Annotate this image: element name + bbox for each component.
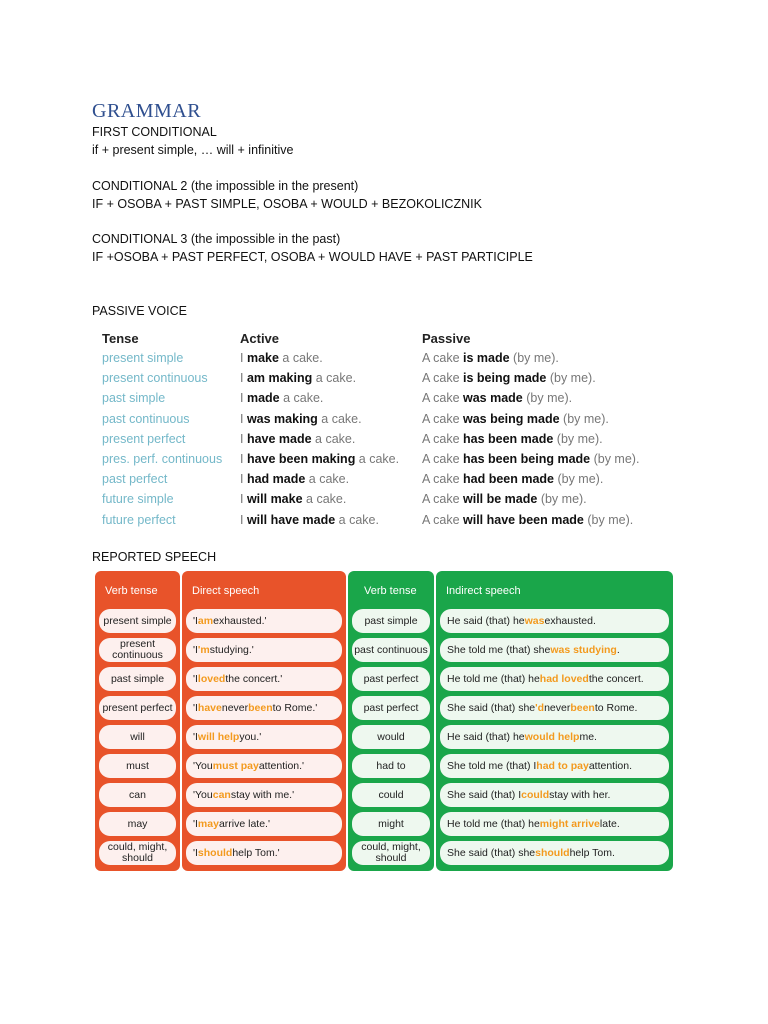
sentence-text: never xyxy=(544,702,571,714)
verb-tense-pill: could, might, should xyxy=(99,841,176,865)
sentence-text: . xyxy=(616,644,620,656)
passive-verb: was made xyxy=(463,391,523,406)
passive-post: (by me). xyxy=(554,472,604,487)
sentence-text: to Rome. xyxy=(594,702,638,714)
active-post: a cake. xyxy=(302,492,347,507)
highlight-text: must pay xyxy=(212,760,259,772)
indirect-speech-pill xyxy=(440,638,669,662)
passive-row xyxy=(102,513,702,533)
direct-speech-pill xyxy=(186,725,342,749)
tense-name: pres. perf. continuous xyxy=(102,452,223,466)
sentence-text: arrive late.' xyxy=(218,818,270,830)
sentence-text: you.' xyxy=(239,731,262,743)
sentence-text: He told me (that) he xyxy=(447,673,540,685)
highlight-text: am xyxy=(197,615,214,627)
passive-post: (by me). xyxy=(522,391,573,406)
sentence-text: 'I xyxy=(193,847,198,859)
verb-tense-pill: past simple xyxy=(99,667,176,691)
passive-row xyxy=(102,432,702,452)
active-example xyxy=(240,513,379,527)
indirect-speech-pill xyxy=(440,667,669,691)
indirect-speech-pill xyxy=(440,754,669,778)
tense-name: future perfect xyxy=(102,512,176,527)
indirect-speech-pill xyxy=(440,812,669,836)
passive-post: (by me). xyxy=(546,371,596,386)
highlight-text: should xyxy=(197,847,233,859)
direct-speech-pill xyxy=(186,638,342,662)
highlight-text: been xyxy=(570,702,595,714)
tense-name: present simple xyxy=(102,351,184,365)
active-post: a cake. xyxy=(305,472,350,487)
highlight-text: 'm xyxy=(197,644,210,656)
conditional3-rule: IF +OSOBA + PAST PERFECT, OSOBA + WOULD HAVE + PAST PARTICIPLE xyxy=(92,250,533,264)
sentence-text: exhausted. xyxy=(544,615,596,627)
passive-pre: A cake xyxy=(422,431,463,446)
highlight-text: may xyxy=(197,818,219,830)
passive-verb: will be made xyxy=(463,492,538,507)
active-example xyxy=(240,432,355,446)
active-example xyxy=(240,412,362,426)
passive-example xyxy=(422,351,559,365)
active-example xyxy=(240,472,349,486)
passive-pre: A cake xyxy=(422,472,463,487)
passive-header-row xyxy=(102,331,702,351)
highlight-text: will help xyxy=(197,731,240,743)
passive-pre: A cake xyxy=(422,371,463,386)
indirect-speech-pill xyxy=(440,609,669,633)
passive-example xyxy=(422,371,596,385)
sentence-text: help Tom.' xyxy=(232,847,280,859)
passive-example xyxy=(422,432,603,446)
direct-speech-pill xyxy=(186,754,342,778)
direct-speech-pill xyxy=(186,812,342,836)
verb-tense-2-pill: past simple xyxy=(352,609,430,633)
passive-row xyxy=(102,412,702,432)
active-pre: I xyxy=(240,512,247,527)
active-verb: am making xyxy=(246,371,313,386)
active-pre: I xyxy=(240,472,247,487)
highlight-text: would help xyxy=(524,731,580,743)
active-verb: make xyxy=(246,351,279,365)
tense-name: past continuous xyxy=(102,411,190,426)
verb-tense-2-pill: could, might, should xyxy=(352,841,430,865)
passive-verb: is made xyxy=(463,351,510,365)
passive-post: (by me). xyxy=(537,492,587,507)
highlight-text: can xyxy=(212,789,231,801)
passive-post: (by me). xyxy=(553,431,603,446)
sentence-text: He told me (that) he xyxy=(447,818,540,830)
sentence-text: late. xyxy=(599,818,620,830)
passive-pre: A cake xyxy=(422,512,463,527)
sentence-text: the concert. xyxy=(588,673,644,685)
highlight-text: been xyxy=(248,702,273,714)
sentence-text: 'I xyxy=(193,644,198,656)
sentence-text: studying.' xyxy=(209,644,254,656)
highlight-text: was studying xyxy=(550,644,617,656)
direct-speech-pill xyxy=(186,609,342,633)
sentence-text: help Tom. xyxy=(569,847,615,859)
highlight-text: had to pay xyxy=(536,760,589,772)
sentence-text: She said (that) she xyxy=(447,702,536,714)
sentence-text: She said (that) I xyxy=(447,789,522,801)
passive-verb: has been being made xyxy=(463,452,591,466)
verb-tense-2-pill: could xyxy=(352,783,430,807)
passive-row xyxy=(102,472,702,492)
verb-tense-pill: present simple xyxy=(99,609,176,633)
sentence-text: She said (that) she xyxy=(447,847,536,859)
highlight-text: 'd xyxy=(535,702,545,714)
passive-example xyxy=(422,452,639,466)
tense-name: past simple xyxy=(102,391,166,406)
active-pre: I xyxy=(240,452,247,466)
sentence-text: to Rome.' xyxy=(272,702,318,714)
sentence-text: 'You xyxy=(193,760,213,772)
sentence-text: stay with me.' xyxy=(230,789,295,801)
passive-row xyxy=(102,391,702,411)
active-verb: was making xyxy=(246,411,318,426)
indirect-speech-pill xyxy=(440,725,669,749)
active-example xyxy=(240,391,323,405)
passive-verb: was being made xyxy=(463,411,560,426)
highlight-text: was xyxy=(524,615,545,627)
active-post: a cake. xyxy=(355,452,400,466)
direct-speech-pill xyxy=(186,841,342,865)
conditional2-rule: IF + OSOBA + PAST SIMPLE, OSOBA + WOULD + BEZOKOLICZNIK xyxy=(92,197,482,211)
active-verb: had made xyxy=(246,472,306,487)
active-pre: I xyxy=(240,371,247,386)
active-example xyxy=(240,492,346,506)
passive-example xyxy=(422,412,609,426)
sentence-text: He said (that) he xyxy=(447,615,525,627)
active-example xyxy=(240,371,356,385)
verb-tense-2-pill: might xyxy=(352,812,430,836)
active-verb: made xyxy=(246,391,280,406)
sentence-text: stay with her. xyxy=(549,789,611,801)
verb-tense-2-header: Verb tense xyxy=(364,585,417,597)
active-post: a cake. xyxy=(278,351,323,365)
highlight-text: could xyxy=(521,789,550,801)
active-pre: I xyxy=(240,351,247,365)
header-tense: Tense xyxy=(102,331,139,346)
conditional3-heading: CONDITIONAL 3 (the impossible in the past) xyxy=(92,232,341,246)
verb-tense-2-pill: would xyxy=(352,725,430,749)
active-pre: I xyxy=(240,492,247,507)
highlight-text: have xyxy=(197,702,222,714)
tense-name: past perfect xyxy=(102,472,168,487)
verb-tense-2-pill: past perfect xyxy=(352,667,430,691)
sentence-text: me. xyxy=(579,731,597,743)
verb-tense-pill: present continuous xyxy=(99,638,176,662)
verb-tense-2-pill: past continuous xyxy=(352,638,430,662)
verb-tense-pill: may xyxy=(99,812,176,836)
active-post: a cake. xyxy=(317,411,362,426)
page-title: GRAMMAR xyxy=(92,100,202,122)
conditional2-heading: CONDITIONAL 2 (the impossible in the present) xyxy=(92,179,359,193)
reported-speech-heading: REPORTED SPEECH xyxy=(92,550,217,564)
active-post: a cake. xyxy=(279,391,324,406)
active-verb: have made xyxy=(246,431,312,446)
active-verb: will make xyxy=(246,492,303,507)
active-pre: I xyxy=(240,391,247,406)
direct-speech-pill xyxy=(186,783,342,807)
tense-name: present perfect xyxy=(102,431,186,446)
passive-pre: A cake xyxy=(422,452,463,466)
passive-post: (by me). xyxy=(509,351,559,365)
passive-verb: is being made xyxy=(463,371,547,386)
active-example xyxy=(240,452,399,466)
active-pre: I xyxy=(240,431,247,446)
active-post: a cake. xyxy=(311,431,356,446)
verb-tense-2-pill: past perfect xyxy=(352,696,430,720)
sentence-text: 'I xyxy=(193,731,198,743)
verb-tense-header: Verb tense xyxy=(105,585,158,597)
verb-tense-pill: present perfect xyxy=(99,696,176,720)
active-verb: have been making xyxy=(246,452,356,466)
direct-speech-header: Direct speech xyxy=(192,585,260,597)
header-passive: Passive xyxy=(422,331,471,346)
sentence-text: 'I xyxy=(193,702,198,714)
passive-row xyxy=(102,452,702,472)
indirect-speech-header: Indirect speech xyxy=(446,585,521,597)
indirect-speech-pill xyxy=(440,783,669,807)
sentence-text: 'You xyxy=(193,789,213,801)
direct-speech-pill xyxy=(186,667,342,691)
passive-row xyxy=(102,492,702,512)
sentence-text: attention.' xyxy=(258,760,305,772)
passive-verb: has been made xyxy=(463,431,554,446)
passive-post: (by me). xyxy=(559,411,609,426)
passive-example xyxy=(422,513,633,527)
passive-example xyxy=(422,492,587,506)
indirect-speech-pill xyxy=(440,696,669,720)
active-example xyxy=(240,351,323,365)
sentence-text: 'I xyxy=(193,818,198,830)
highlight-text: had loved xyxy=(539,673,589,685)
highlight-text: might arrive xyxy=(539,818,600,830)
passive-voice-heading: PASSIVE VOICE xyxy=(92,304,187,318)
passive-post: (by me). xyxy=(590,452,640,466)
sentence-text: He said (that) he xyxy=(447,731,525,743)
sentence-text: never xyxy=(221,702,249,714)
verb-tense-pill: must xyxy=(99,754,176,778)
passive-verb: will have been made xyxy=(463,512,584,527)
passive-pre: A cake xyxy=(422,492,463,507)
passive-example xyxy=(422,391,572,405)
active-post: a cake. xyxy=(335,512,379,527)
active-verb: will have made xyxy=(246,512,336,527)
sentence-text: She told me (that) I xyxy=(447,760,537,772)
sentence-text: exhausted.' xyxy=(213,615,267,627)
indirect-speech-pill xyxy=(440,841,669,865)
verb-tense-2-pill: had to xyxy=(352,754,430,778)
passive-verb: had been made xyxy=(463,472,554,487)
passive-pre: A cake xyxy=(422,351,463,365)
sentence-text: the concert.' xyxy=(225,673,283,685)
sentence-text: 'I xyxy=(193,615,198,627)
passive-row xyxy=(102,371,702,391)
passive-row xyxy=(102,351,702,371)
highlight-text: should xyxy=(535,847,570,859)
highlight-text: loved xyxy=(197,673,226,685)
direct-speech-pill xyxy=(186,696,342,720)
first-conditional-heading: FIRST CONDITIONAL xyxy=(92,125,217,139)
active-post: a cake. xyxy=(312,371,357,386)
sentence-text: 'I xyxy=(193,673,198,685)
passive-pre: A cake xyxy=(422,411,463,426)
passive-example xyxy=(422,472,603,486)
verb-tense-pill: can xyxy=(99,783,176,807)
passive-post: (by me). xyxy=(583,512,634,527)
active-pre: I xyxy=(240,411,247,426)
header-active: Active xyxy=(240,331,280,346)
passive-pre: A cake xyxy=(422,391,463,406)
first-conditional-rule: if + present simple, … will + infinitive xyxy=(92,143,294,157)
sentence-text: She told me (that) she xyxy=(447,644,551,656)
sentence-text: attention. xyxy=(588,760,633,772)
tense-name: future simple xyxy=(102,492,174,507)
verb-tense-pill: will xyxy=(99,725,176,749)
tense-name: present continuous xyxy=(102,371,208,386)
